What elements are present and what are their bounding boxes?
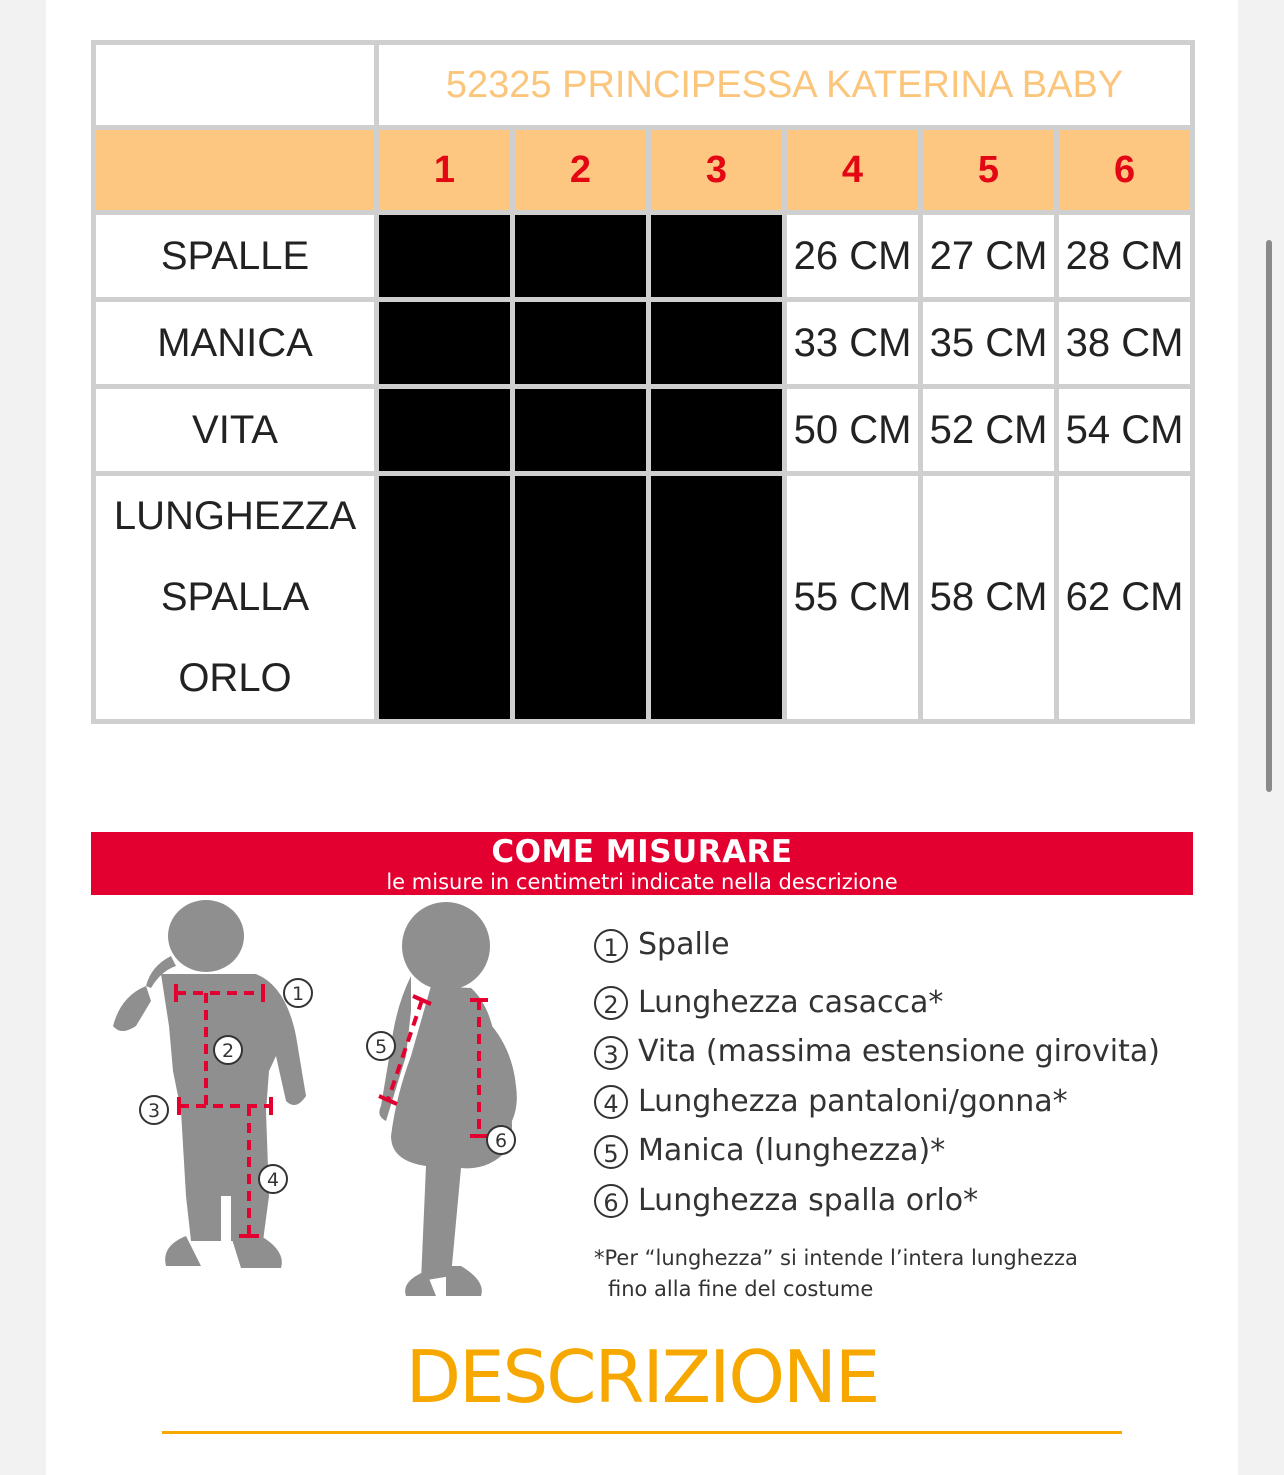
size-header-5: 5: [923, 130, 1054, 210]
girl-silhouette: [379, 902, 517, 1296]
row-label-line: ORLO: [178, 656, 292, 700]
table-row: [96, 476, 1190, 719]
scrollbar[interactable]: [1266, 240, 1272, 792]
legend-note-line: fino alla fine del costume: [608, 1277, 874, 1301]
value-cell: 62 CM: [1059, 476, 1190, 719]
blacked-out-cell: [379, 215, 510, 297]
value-cell: 58 CM: [923, 476, 1054, 719]
legend-number: 2: [594, 986, 628, 1020]
table-row: [96, 302, 1190, 384]
legend-text: Lunghezza casacca*: [638, 984, 944, 1020]
blacked-out-cell: [651, 215, 782, 297]
section-divider: [162, 1431, 1122, 1434]
marker-3: 3: [147, 1100, 161, 1122]
section-heading-descrizione: DESCRIZIONE: [405, 1335, 879, 1419]
blacked-out-cell: [651, 389, 782, 471]
legend-item: [594, 920, 1160, 970]
row-label-spalle: SPALLE: [96, 215, 374, 297]
row-label-lunghezza-spalla-orlo: [96, 476, 374, 719]
value-cell: 54 CM: [1059, 389, 1190, 471]
row-label-manica: MANICA: [96, 302, 374, 384]
legend-note: [594, 1243, 1160, 1305]
size-header-3: 3: [651, 130, 782, 210]
measurement-legend: [594, 920, 1160, 1305]
marker-2: 2: [221, 1040, 235, 1062]
blacked-out-cell: [651, 476, 782, 719]
size-header-6: 6: [1059, 130, 1190, 210]
size-header-1: 1: [379, 130, 510, 210]
blacked-out-cell: [379, 389, 510, 471]
how-to-measure-banner: [91, 832, 1193, 895]
how-to-measure-panel: [91, 832, 1193, 1322]
legend-number: 3: [594, 1036, 628, 1070]
header-empty-cell: [96, 130, 374, 210]
row-label-vita: VITA: [96, 389, 374, 471]
legend-text: Lunghezza spalla orlo*: [638, 1182, 979, 1218]
value-cell: 28 CM: [1059, 215, 1190, 297]
value-cell: 33 CM: [787, 302, 918, 384]
legend-item: [594, 1077, 1160, 1127]
banner-title: COME MISURARE: [491, 834, 793, 870]
value-cell: 50 CM: [787, 389, 918, 471]
value-cell: 27 CM: [923, 215, 1054, 297]
empty-corner-cell: [96, 45, 374, 125]
legend-item: [594, 1126, 1160, 1176]
product-title: 52325 PRINCIPESSA KATERINA BABY: [379, 45, 1190, 125]
table-row: [96, 389, 1190, 471]
blacked-out-cell: [515, 215, 646, 297]
value-cell: 38 CM: [1059, 302, 1190, 384]
marker-1: 1: [291, 983, 305, 1005]
legend-number: 6: [594, 1184, 628, 1218]
marker-4: 4: [266, 1169, 280, 1191]
boy-silhouette: [113, 900, 306, 1268]
row-label-line: SPALLA: [160, 575, 310, 619]
blacked-out-cell: [515, 302, 646, 384]
row-label-line: LUNGHEZZA: [113, 494, 357, 538]
size-header-4: 4: [787, 130, 918, 210]
value-cell: 52 CM: [923, 389, 1054, 471]
marker-5: 5: [374, 1036, 388, 1058]
legend-note-line: *Per “lunghezza” si intende l’intera lunghezza: [594, 1246, 1078, 1270]
blacked-out-cell: [651, 302, 782, 384]
legend-text: Vita (massima estensione girovita): [638, 1034, 1160, 1069]
legend-text: Spalle: [638, 927, 730, 962]
legend-number: 5: [594, 1135, 628, 1169]
value-cell: 26 CM: [787, 215, 918, 297]
legend-item: [594, 1027, 1160, 1077]
size-table: [91, 40, 1195, 724]
value-cell: 55 CM: [787, 476, 918, 719]
legend-text: Lunghezza pantaloni/gonna*: [638, 1083, 1068, 1119]
blacked-out-cell: [515, 389, 646, 471]
blacked-out-cell: [379, 476, 510, 719]
legend-item: [594, 1176, 1160, 1226]
legend-number: 4: [594, 1085, 628, 1119]
legend-number: 1: [594, 929, 628, 963]
value-cell: 35 CM: [923, 302, 1054, 384]
size-header-2: 2: [515, 130, 646, 210]
table-row: [96, 215, 1190, 297]
blacked-out-cell: [515, 476, 646, 719]
blacked-out-cell: [379, 302, 510, 384]
marker-6: 6: [494, 1130, 508, 1152]
legend-text: Manica (lunghezza)*: [638, 1133, 946, 1168]
banner-subtitle: le misure in centimetri indicate nella descrizione: [386, 870, 898, 894]
measurement-figures: [91, 896, 561, 1326]
legend-item: [594, 978, 1160, 1028]
